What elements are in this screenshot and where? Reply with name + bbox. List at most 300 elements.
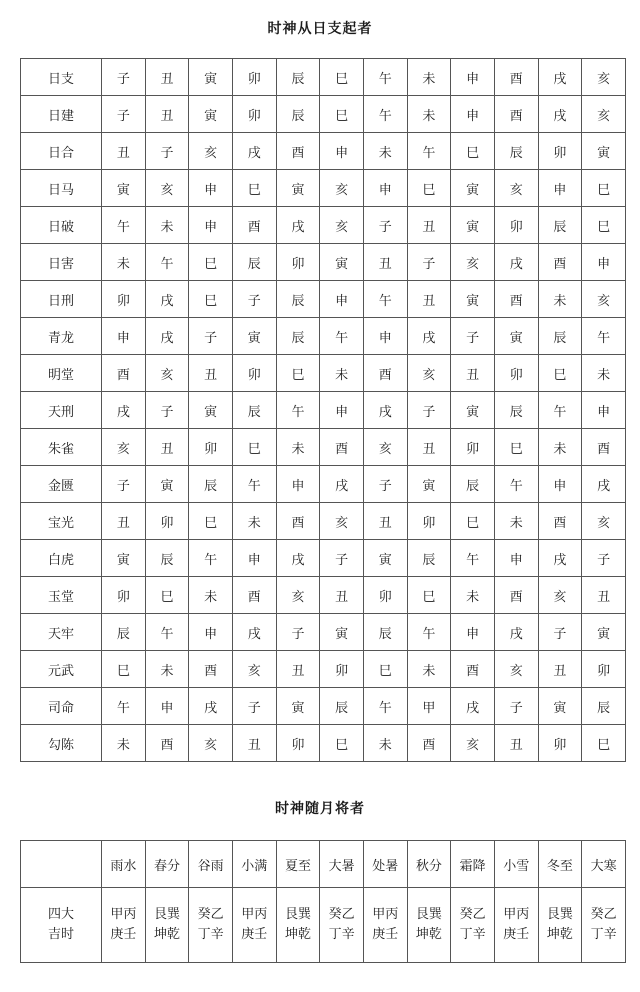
table-cell: 卯 <box>407 503 451 540</box>
table-cell: 戌 <box>145 281 189 318</box>
table-cell: 戌 <box>494 614 538 651</box>
table-cell: 辰 <box>276 96 320 133</box>
table-cell: 亥 <box>451 244 495 281</box>
table-cell: 卯 <box>145 503 189 540</box>
table-cell: 未 <box>538 281 582 318</box>
table-cell: 子 <box>102 96 146 133</box>
table-cell: 午 <box>145 244 189 281</box>
table-row <box>21 170 626 207</box>
table-cell: 亥 <box>320 207 364 244</box>
column-header: 小雪 <box>494 841 538 888</box>
row-label: 朱雀 <box>21 429 102 466</box>
table-cell: 寅 <box>494 318 538 355</box>
table-cell: 午 <box>232 466 276 503</box>
table-cell: 寅 <box>538 688 582 725</box>
table-cell: 未 <box>276 429 320 466</box>
table-cell: 戌 <box>538 540 582 577</box>
table-row <box>21 392 626 429</box>
cell-line: 癸乙 <box>197 907 224 922</box>
day-branch-table <box>20 58 626 762</box>
table-cell: 辰 <box>276 281 320 318</box>
table-cell: 子 <box>145 133 189 170</box>
table-cell: 辰 <box>538 318 582 355</box>
column-header: 谷雨 <box>189 841 233 888</box>
table-cell: 午 <box>363 281 407 318</box>
table-cell: 酉 <box>451 651 495 688</box>
row-label: 金匮 <box>21 466 102 503</box>
table-cell: 申 <box>451 96 495 133</box>
table-cell <box>232 888 276 963</box>
table-cell: 戌 <box>145 318 189 355</box>
table-cell: 子 <box>363 207 407 244</box>
table-cell: 卯 <box>276 725 320 762</box>
table-row <box>21 651 626 688</box>
table-cell: 丑 <box>189 355 233 392</box>
table-cell: 丑 <box>363 244 407 281</box>
table-cell: 巳 <box>407 170 451 207</box>
column-header: 大暑 <box>320 841 364 888</box>
table-cell <box>189 888 233 963</box>
table-cell: 卯 <box>232 59 276 96</box>
column-header: 雨水 <box>102 841 146 888</box>
table-row <box>21 133 626 170</box>
table-cell: 辰 <box>232 244 276 281</box>
table-cell: 子 <box>232 281 276 318</box>
table-cell: 未 <box>102 725 146 762</box>
cell-line: 庚壬 <box>241 927 268 942</box>
table-cell: 子 <box>538 614 582 651</box>
table-cell: 辰 <box>276 318 320 355</box>
row-label: 日害 <box>21 244 102 281</box>
table-cell: 丑 <box>451 355 495 392</box>
table-cell: 酉 <box>102 355 146 392</box>
table-cell: 戌 <box>582 466 626 503</box>
table-cell: 申 <box>538 170 582 207</box>
table-cell: 未 <box>145 651 189 688</box>
table-cell: 戌 <box>451 688 495 725</box>
table-cell: 子 <box>232 688 276 725</box>
table-cell: 卯 <box>363 577 407 614</box>
table-cell: 寅 <box>451 281 495 318</box>
table-cell: 巳 <box>145 577 189 614</box>
table-cell: 寅 <box>582 133 626 170</box>
table-cell: 戌 <box>538 96 582 133</box>
table-cell: 子 <box>363 466 407 503</box>
table-cell: 寅 <box>363 540 407 577</box>
table-cell: 丑 <box>102 503 146 540</box>
table-cell: 酉 <box>232 207 276 244</box>
table-cell: 辰 <box>407 540 451 577</box>
table-cell: 辰 <box>494 133 538 170</box>
table-row <box>21 503 626 540</box>
table-cell: 子 <box>102 59 146 96</box>
table-cell: 酉 <box>538 503 582 540</box>
table-cell: 巳 <box>102 651 146 688</box>
column-header: 处暑 <box>363 841 407 888</box>
table-cell <box>276 888 320 963</box>
table-cell: 寅 <box>407 466 451 503</box>
table-cell: 午 <box>363 96 407 133</box>
table-cell: 未 <box>363 133 407 170</box>
table-cell: 丑 <box>582 577 626 614</box>
table-cell: 戌 <box>407 318 451 355</box>
table-cell: 巳 <box>582 170 626 207</box>
row-label: 日支 <box>21 59 102 96</box>
table-cell: 丑 <box>494 725 538 762</box>
cell-line: 庚壬 <box>110 927 137 942</box>
table-cell: 卯 <box>494 207 538 244</box>
table-cell: 寅 <box>582 614 626 651</box>
header-row <box>21 841 626 888</box>
table-cell: 丑 <box>145 96 189 133</box>
row-label: 日马 <box>21 170 102 207</box>
table-row <box>21 96 626 133</box>
table-cell: 子 <box>189 318 233 355</box>
table-cell: 未 <box>407 651 451 688</box>
table-cell: 辰 <box>102 614 146 651</box>
cell-line: 艮巽 <box>153 907 180 922</box>
table-cell: 酉 <box>494 59 538 96</box>
table-cell: 亥 <box>320 170 364 207</box>
cell-line: 丁辛 <box>590 927 617 942</box>
table-cell: 卯 <box>582 651 626 688</box>
table-cell: 亥 <box>451 725 495 762</box>
table-cell: 子 <box>494 688 538 725</box>
table-cell: 辰 <box>451 466 495 503</box>
table-cell: 子 <box>276 614 320 651</box>
table-cell: 巳 <box>582 207 626 244</box>
table-cell: 巳 <box>320 59 364 96</box>
table-cell: 亥 <box>189 725 233 762</box>
cell-line: 庚壬 <box>503 927 530 942</box>
corner-cell <box>21 841 102 888</box>
month-general-table <box>20 840 626 963</box>
table-cell <box>538 888 582 963</box>
table-cell: 未 <box>582 355 626 392</box>
cell-line: 坤乾 <box>415 927 442 942</box>
row-label: 日建 <box>21 96 102 133</box>
table-cell: 亥 <box>407 355 451 392</box>
table-cell: 午 <box>538 392 582 429</box>
table-cell: 寅 <box>145 466 189 503</box>
table-cell: 亥 <box>494 170 538 207</box>
cell-line: 癸乙 <box>328 907 355 922</box>
table-cell: 辰 <box>494 392 538 429</box>
table-cell: 午 <box>407 614 451 651</box>
row-label: 日合 <box>21 133 102 170</box>
table-cell: 子 <box>407 392 451 429</box>
cell-line: 艮巽 <box>284 907 311 922</box>
table-cell: 寅 <box>320 244 364 281</box>
table-cell: 酉 <box>189 651 233 688</box>
table-cell: 巳 <box>189 281 233 318</box>
table-cell: 申 <box>363 170 407 207</box>
table-cell: 亥 <box>145 355 189 392</box>
table-cell: 戌 <box>538 59 582 96</box>
table-cell: 巳 <box>538 355 582 392</box>
column-header: 冬至 <box>538 841 582 888</box>
column-header: 秋分 <box>407 841 451 888</box>
table-cell: 亥 <box>145 170 189 207</box>
table-cell: 寅 <box>276 688 320 725</box>
cell-line: 坤乾 <box>546 927 573 942</box>
table-cell: 辰 <box>232 392 276 429</box>
table-cell: 亥 <box>363 429 407 466</box>
table-cell: 戌 <box>102 392 146 429</box>
table-cell: 酉 <box>494 96 538 133</box>
table-cell: 卯 <box>102 577 146 614</box>
table-cell: 酉 <box>407 725 451 762</box>
table-cell: 寅 <box>232 318 276 355</box>
table-cell: 辰 <box>582 688 626 725</box>
table-cell: 丑 <box>320 577 364 614</box>
table-cell: 丑 <box>276 651 320 688</box>
table-cell: 申 <box>189 614 233 651</box>
table-cell: 酉 <box>276 503 320 540</box>
table-cell: 寅 <box>451 170 495 207</box>
table-cell: 午 <box>276 392 320 429</box>
table-cell: 申 <box>102 318 146 355</box>
table-cell: 申 <box>276 466 320 503</box>
table-row <box>21 244 626 281</box>
table-cell: 申 <box>320 281 364 318</box>
table-row <box>21 318 626 355</box>
table-cell: 卯 <box>232 96 276 133</box>
column-header: 小满 <box>232 841 276 888</box>
table-cell: 巳 <box>451 503 495 540</box>
table-cell: 申 <box>189 207 233 244</box>
table-row <box>21 207 626 244</box>
table-cell: 申 <box>189 170 233 207</box>
table-row <box>21 281 626 318</box>
table-cell: 巳 <box>189 244 233 281</box>
table-cell: 卯 <box>232 355 276 392</box>
row-label: 元武 <box>21 651 102 688</box>
table-cell: 酉 <box>494 281 538 318</box>
table-cell: 酉 <box>538 244 582 281</box>
table-cell: 午 <box>102 688 146 725</box>
table-cell: 卯 <box>276 244 320 281</box>
table-cell: 辰 <box>276 59 320 96</box>
row-label: 天刑 <box>21 392 102 429</box>
table-cell: 丑 <box>363 503 407 540</box>
table-cell: 申 <box>451 614 495 651</box>
table-row <box>21 614 626 651</box>
table-cell: 酉 <box>145 725 189 762</box>
row-label-line: 四大 <box>47 907 74 922</box>
cell-line: 艮巽 <box>415 907 442 922</box>
table-cell: 未 <box>494 503 538 540</box>
row-label: 明堂 <box>21 355 102 392</box>
table-cell: 申 <box>145 688 189 725</box>
table-cell: 未 <box>407 59 451 96</box>
table-cell: 巳 <box>582 725 626 762</box>
cell-line: 坤乾 <box>153 927 180 942</box>
table-cell: 丑 <box>145 429 189 466</box>
table-row <box>21 725 626 762</box>
row-label: 白虎 <box>21 540 102 577</box>
table-cell: 巳 <box>232 170 276 207</box>
table-cell: 卯 <box>538 725 582 762</box>
table-row <box>21 466 626 503</box>
table-cell: 午 <box>494 466 538 503</box>
column-header: 大寒 <box>582 841 626 888</box>
table-cell: 申 <box>320 133 364 170</box>
row-label: 宝光 <box>21 503 102 540</box>
table-cell: 卯 <box>189 429 233 466</box>
column-header: 霜降 <box>451 841 495 888</box>
table-cell: 寅 <box>189 392 233 429</box>
table-cell: 寅 <box>102 170 146 207</box>
table-cell: 甲 <box>407 688 451 725</box>
table-cell: 寅 <box>320 614 364 651</box>
table-cell: 戌 <box>320 466 364 503</box>
table-cell <box>145 888 189 963</box>
table-cell: 酉 <box>276 133 320 170</box>
table-cell: 申 <box>320 392 364 429</box>
table-cell: 酉 <box>320 429 364 466</box>
table-cell: 酉 <box>494 577 538 614</box>
cell-line: 丁辛 <box>459 927 486 942</box>
column-header: 春分 <box>145 841 189 888</box>
row-label: 日破 <box>21 207 102 244</box>
table-cell: 亥 <box>582 96 626 133</box>
table-cell: 丑 <box>145 59 189 96</box>
table-cell: 亥 <box>538 577 582 614</box>
table-cell: 午 <box>102 207 146 244</box>
table-cell <box>363 888 407 963</box>
table-cell: 子 <box>451 318 495 355</box>
table-row <box>21 577 626 614</box>
table-cell: 申 <box>582 392 626 429</box>
table-cell: 亥 <box>582 281 626 318</box>
cell-line: 丁辛 <box>328 927 355 942</box>
cell-line: 甲丙 <box>503 907 530 922</box>
table-cell: 午 <box>363 688 407 725</box>
table-cell: 午 <box>320 318 364 355</box>
table-cell: 申 <box>232 540 276 577</box>
table-cell: 未 <box>102 244 146 281</box>
table-cell: 戌 <box>276 540 320 577</box>
table-cell: 未 <box>451 577 495 614</box>
table-cell: 亥 <box>320 503 364 540</box>
cell-line: 甲丙 <box>372 907 399 922</box>
table-cell: 未 <box>145 207 189 244</box>
table-cell: 卯 <box>320 651 364 688</box>
table-cell <box>320 888 364 963</box>
cell-line: 艮巽 <box>546 907 573 922</box>
table-cell: 未 <box>407 96 451 133</box>
table-row <box>21 429 626 466</box>
table-cell: 辰 <box>363 614 407 651</box>
table-cell: 丑 <box>407 207 451 244</box>
table-cell: 巳 <box>407 577 451 614</box>
table-cell: 巳 <box>494 429 538 466</box>
table-cell: 寅 <box>451 207 495 244</box>
table-cell: 卯 <box>451 429 495 466</box>
table-cell: 巳 <box>451 133 495 170</box>
table-cell: 戌 <box>494 244 538 281</box>
table-row <box>21 688 626 725</box>
table-cell <box>451 888 495 963</box>
table-cell: 申 <box>363 318 407 355</box>
cell-line: 坤乾 <box>284 927 311 942</box>
table-cell: 丑 <box>407 281 451 318</box>
table-cell: 辰 <box>189 466 233 503</box>
table-cell: 子 <box>102 466 146 503</box>
table-cell: 申 <box>451 59 495 96</box>
table-cell: 亥 <box>232 651 276 688</box>
table-cell: 申 <box>494 540 538 577</box>
table-cell: 申 <box>538 466 582 503</box>
table-cell <box>102 888 146 963</box>
table-cell: 巳 <box>363 651 407 688</box>
table-cell: 午 <box>189 540 233 577</box>
table-row <box>21 888 626 963</box>
table-cell: 午 <box>407 133 451 170</box>
table-cell: 巳 <box>276 355 320 392</box>
table-cell: 卯 <box>538 133 582 170</box>
row-label-line: 吉时 <box>47 927 74 942</box>
table-cell: 未 <box>363 725 407 762</box>
table-cell: 寅 <box>102 540 146 577</box>
table-cell: 亥 <box>582 59 626 96</box>
table-cell: 巳 <box>232 429 276 466</box>
row-label: 勾陈 <box>21 725 102 762</box>
row-label: 日刑 <box>21 281 102 318</box>
table-cell: 戌 <box>363 392 407 429</box>
table-cell: 午 <box>145 614 189 651</box>
table-row <box>21 540 626 577</box>
row-label: 天牢 <box>21 614 102 651</box>
table-cell: 卯 <box>102 281 146 318</box>
table-cell: 卯 <box>494 355 538 392</box>
table-cell: 戌 <box>189 688 233 725</box>
table1-title: 时神从日支起者 <box>267 21 373 37</box>
table-cell: 未 <box>232 503 276 540</box>
table-cell: 辰 <box>145 540 189 577</box>
table-cell: 申 <box>582 244 626 281</box>
table-row <box>21 355 626 392</box>
table2-title: 时神随月将者 <box>275 801 365 817</box>
table-cell: 酉 <box>363 355 407 392</box>
table-cell: 午 <box>451 540 495 577</box>
row-label <box>21 888 102 963</box>
cell-line: 癸乙 <box>590 907 617 922</box>
table-cell: 辰 <box>320 688 364 725</box>
table-cell: 丑 <box>102 133 146 170</box>
table-cell: 未 <box>189 577 233 614</box>
table-cell: 子 <box>407 244 451 281</box>
table-cell: 未 <box>538 429 582 466</box>
table-cell <box>494 888 538 963</box>
cell-line: 丁辛 <box>197 927 224 942</box>
table-cell: 酉 <box>582 429 626 466</box>
table-cell: 午 <box>363 59 407 96</box>
row-label: 青龙 <box>21 318 102 355</box>
table-cell: 午 <box>582 318 626 355</box>
table-cell: 丑 <box>232 725 276 762</box>
cell-line: 甲丙 <box>110 907 137 922</box>
column-header: 夏至 <box>276 841 320 888</box>
table-cell: 子 <box>320 540 364 577</box>
table-cell: 巳 <box>320 96 364 133</box>
table-cell: 辰 <box>538 207 582 244</box>
table-cell: 寅 <box>189 96 233 133</box>
table-cell: 亥 <box>276 577 320 614</box>
table-cell: 亥 <box>582 503 626 540</box>
table-cell: 寅 <box>451 392 495 429</box>
